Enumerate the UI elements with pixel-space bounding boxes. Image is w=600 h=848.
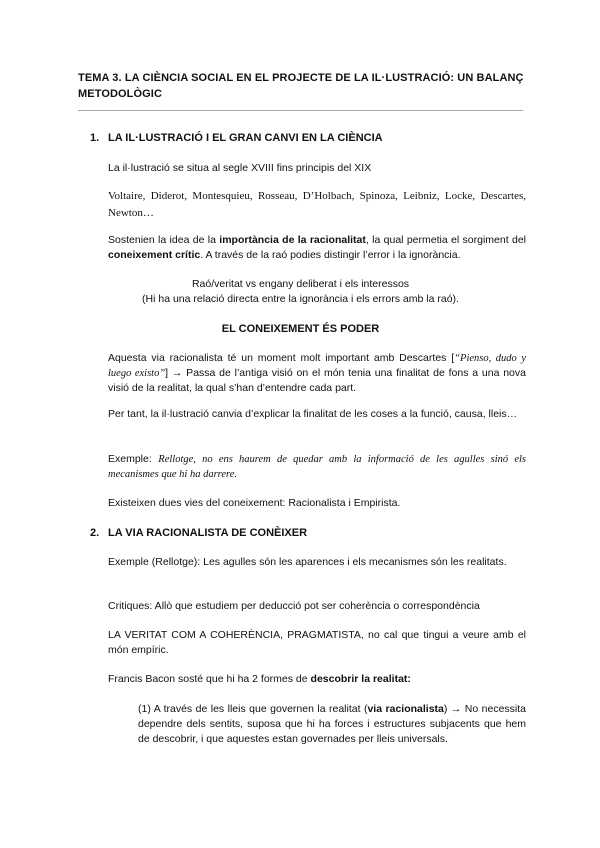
section-2-example: Exemple (Rellotge): Les agulles són les aparences i els mecanismes són les realitats. (108, 556, 507, 568)
centered-line-2: (Hi ha una relació directa entre la ignorància i els errors amb la raó). (142, 293, 459, 305)
section-1-paragraph-function: Per tant, la il·lustració canvia d’explicar la finalitat de les coses a la funció, causa, lleis… (108, 408, 518, 420)
text-run: (1) A través de les lleis que governen la realitat ( (138, 703, 368, 715)
section-2-truth-coherence: LA VERITAT COM A COHERÈNCIA, PRAGMATISTA, no cal que tingui a veure amb el món empíric. (108, 629, 526, 656)
text-run: Sostenien la idea de la (108, 234, 220, 246)
title-divider (78, 110, 523, 111)
subheading-knowledge-power: EL CONEIXEMENT ÉS PODER (221, 323, 380, 335)
section-2-number: 2. (90, 527, 100, 539)
text-run: , la qual permetia el sorgiment del (365, 234, 527, 246)
bold-rationalist-way: via racionalista (367, 703, 444, 715)
section-1-two-ways: Existeixen dues vies del coneixement: Racionalista i Empirista. (108, 497, 401, 509)
text-run: ) → No necessita dependre dels sentits, suposa que hi ha forces i estructures subjacents que hem de descobrir, i que aquestes estan governades per lleis universals. (138, 703, 527, 745)
section-2-heading (90, 526, 307, 540)
bold-critical-knowledge: coneixement crític (108, 249, 201, 261)
section-1-title: LA IL·LUSTRACIÓ I EL GRAN CANVI EN LA CIÈNCIA (108, 132, 383, 144)
section-1-number: 1. (90, 132, 100, 144)
section-1-heading (90, 131, 383, 145)
document-title: TEMA 3. LA CIÈNCIA SOCIAL EN EL PROJECTE DE LA IL·LUSTRACIÓ: UN BALANÇ METODOLÒGIC (78, 72, 524, 100)
centered-line-1: Raó/veritat vs engany deliberat i els interessos (191, 278, 410, 290)
text-run: Francis Bacon sosté que hi ha 2 formes de (108, 673, 311, 685)
text-run: ] → Passa de l’antiga visió on el món tenia una finalitat de fons a una nova visió de la realitat, la qual s’han d’entendre cada part. (108, 367, 526, 394)
section-2-bacon (108, 672, 526, 687)
section-1-paragraph-rationality (108, 233, 526, 263)
bold-rationality: importància de la racionalitat (219, 234, 366, 246)
section-2-way-one (138, 702, 526, 747)
section-1-intro: La il·lustració se situa al segle XVIII fins principis del XIX (108, 162, 372, 174)
section-1-paragraph-descartes (108, 351, 526, 396)
section-2-title: LA VIA RACIONALISTA DE CONÈIXER (108, 527, 308, 539)
bold-discover-reality: descobrir la realitat: (310, 673, 411, 685)
section-1-authors: Voltaire, Diderot, Montesquieu, Rosseau, D’Holbach, Spinoza, Leibniz, Locke, Descartes, Newton… (108, 190, 526, 219)
text-run: . A través de la raó podies distingir l’error i la ignorància. (200, 249, 461, 261)
descartes-quote: “Pienso, dudo y luego existo” (108, 353, 527, 379)
section-2-critiques: Critiques: Allò que estudiem per deducció pot ser coherència o correspondència (108, 600, 480, 612)
example-text: Rellotge, no ens haurem de quedar amb la informació de les agulles sinó els mecanismes que hi ha darrere. (108, 454, 526, 480)
section-1-example (108, 452, 526, 482)
text-run: Aquesta via racionalista té un moment molt important amb Descartes [ (108, 352, 455, 364)
example-label: Exemple: (108, 453, 159, 465)
